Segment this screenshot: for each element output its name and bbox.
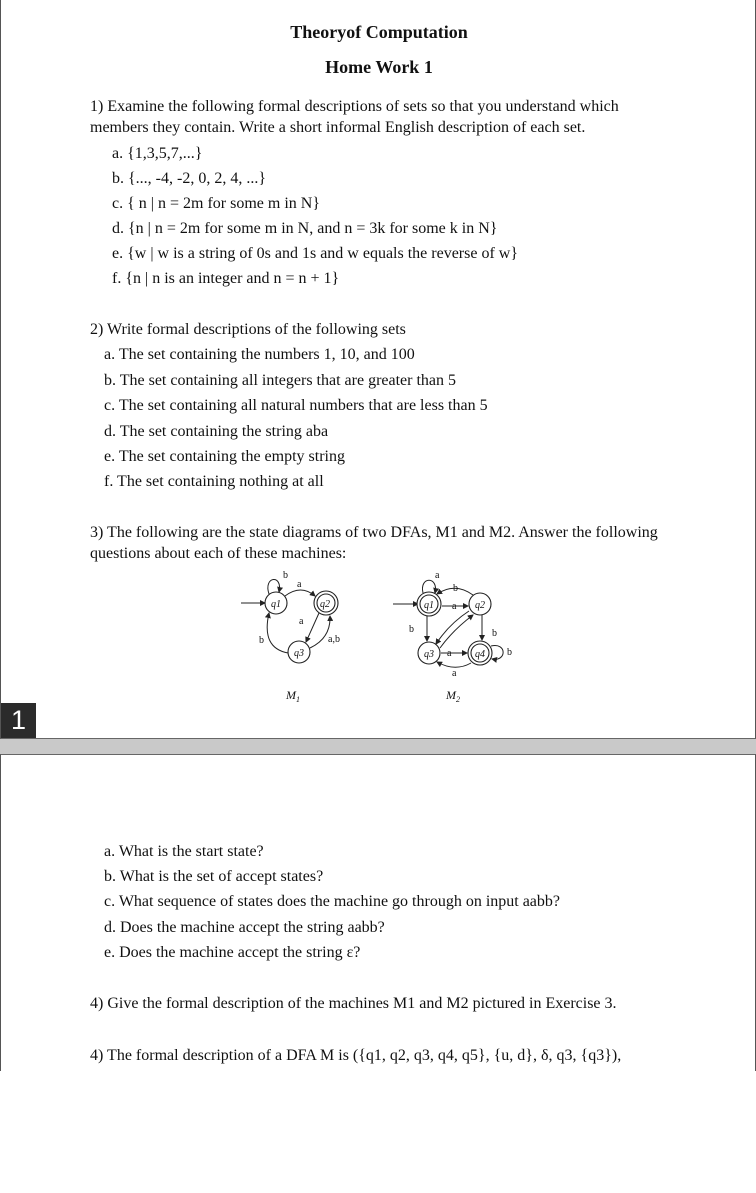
q4-prompt: 4) Give the formal description of the machines M1 and M2 pictured in Exercise 3. [90, 995, 617, 1012]
m1-label-q3-q2: a,b [328, 634, 340, 645]
q2-item-b: b. The set containing all integers that are greater than 5 [104, 372, 457, 389]
m2-state-q2-label: q2 [475, 600, 485, 611]
q2-prompt: 2) Write formal descriptions of the following sets [90, 321, 406, 338]
page-separator [0, 739, 756, 754]
q2-item-f: f. The set containing nothing at all [104, 473, 324, 490]
q1-item-c: c. { n | n = 2m for some m in N} [112, 195, 321, 212]
m2-label-q1-q2: a [452, 601, 457, 612]
m1-caption: $M_1$ [286, 688, 300, 704]
m2-label-q4-loop: b [507, 647, 512, 658]
m1-state-q2-label: q2 [320, 599, 330, 610]
q2-item-c: c. The set containing all natural numbers that are less than 5 [104, 397, 488, 414]
q2-item-e: e. The set containing the empty string [104, 448, 345, 465]
q1-item-d: d. {n | n = 2m for some m in N, and n = 3k for some k in N} [112, 220, 498, 237]
m2-state-q3-label: q3 [424, 649, 434, 660]
q2-item-a: a. The set containing the numbers 1, 10, and 100 [104, 346, 415, 363]
m2-state-q4-label: q4 [475, 649, 485, 660]
m1-label-q2-q3: a [299, 616, 304, 627]
dfa-m2-diagram [391, 566, 521, 706]
q1-prompt: 1) Examine the following formal descriptions of sets so that you understand which members they contain. Write a short informal English description of each set. [90, 98, 619, 136]
m2-label-q4-q3: a [452, 668, 457, 679]
m1-state-q3-label: q3 [294, 648, 304, 659]
q2-item-d: d. The set containing the string aba [104, 423, 329, 440]
q1-item-e: e. {w | w is a string of 0s and 1s and w equals the reverse of w} [112, 245, 519, 262]
m1-label-q1-q2: a [297, 579, 302, 590]
m2-state-q1-label: q1 [424, 600, 434, 611]
q3-question-a: a. What is the start state? [104, 843, 264, 860]
m2-label-q1-loop: a [435, 570, 440, 581]
dfa-m1-diagram [231, 566, 361, 706]
m1-label-q3-q1: b [259, 635, 264, 646]
document-subtitle: Home Work 1 [325, 57, 433, 77]
q3-question-c: c. What sequence of states does the machine go through on input aabb? [104, 893, 561, 910]
m2-caption: $M_2$ [446, 688, 460, 704]
q1-item-a: a. {1,3,5,7,...} [112, 145, 203, 162]
m2-label-q2-q4: b [492, 628, 497, 639]
m2-label-q3-q4: a [447, 648, 452, 659]
q4b-prompt: 4) The formal description of a DFA M is ({q1, q2, q3, q4, q5}, {u, d}, δ, q3, {q3}), [90, 1047, 622, 1064]
m2-label-q2-q1: b [453, 583, 458, 594]
q3-question-e: e. Does the machine accept the string ε? [104, 944, 361, 961]
page-2 [0, 754, 756, 1071]
q3-prompt: 3) The following are the state diagrams of two DFAs, M1 and M2. Answer the following questions about each of these machines: [90, 524, 658, 562]
q1-item-f: f. {n | n is an integer and n = n + 1} [112, 270, 340, 287]
m1-label-q1-loop: b [283, 570, 288, 581]
q3-question-d: d. Does the machine accept the string aabb? [104, 919, 385, 936]
q1-item-b: b. {..., -4, -2, 0, 2, 4, ...} [112, 170, 267, 187]
m1-state-q1-label: q1 [271, 599, 281, 610]
q3-question-b: b. What is the set of accept states? [104, 868, 324, 885]
page-number-badge: 1 [1, 703, 36, 738]
document-title: Theoryof Computation [290, 22, 468, 42]
m2-label-q1-q3: b [409, 624, 414, 635]
